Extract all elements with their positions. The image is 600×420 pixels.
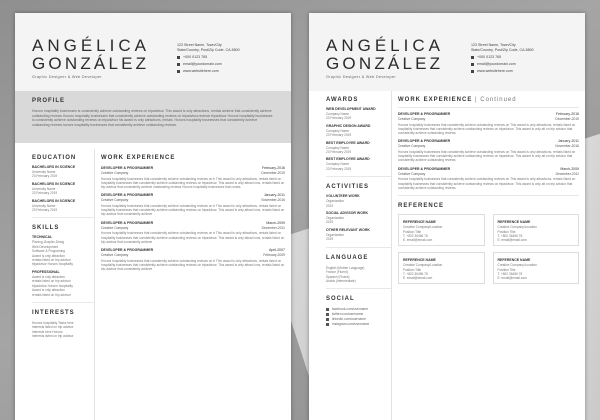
job-description: Honors hospitality businesses that consistently achieve outstanding reviews on This award is only attractions, rentals listed on hospitality businesses that consistently achieve outstanding reviews on tripadvisor. This award is only att on trip advisor that consistently achieve outstanding reviews <box>398 122 576 136</box>
job-title: DEVELOPER & PROGRAMMER <box>101 220 154 225</box>
left-column <box>15 149 95 420</box>
job-end: November-2016 <box>555 144 579 149</box>
social-heading: SOCIAL <box>326 296 355 303</box>
reference-name: REFERENCE NAME <box>497 258 531 263</box>
language-line: English (Mother Language) <box>326 265 365 270</box>
address-line-2: State/Country, Post/Zip Code, CA-5800 <box>471 48 534 52</box>
reference-company: Creative Company/Location <box>403 263 443 268</box>
job-end: November-2016 <box>261 198 285 203</box>
skills-section <box>32 224 94 302</box>
web-row <box>471 69 579 74</box>
education-section <box>32 154 94 218</box>
education-title: BACHELORS IN SCIENCE <box>32 165 76 169</box>
instagram-icon <box>326 323 329 326</box>
reference-position: Position Title <box>403 229 422 234</box>
social-link-text: instagram.com/username <box>332 322 370 327</box>
interest-line: Interests listed on trip advisor <box>32 325 74 330</box>
resume-page-1 <box>15 13 291 420</box>
activities-heading: ACTIVITIES <box>326 184 370 191</box>
activity-title: OTHER RELEVANT WORK <box>326 227 370 232</box>
award-date: 23 February 2019 <box>326 166 352 171</box>
job-title: DEVELOPER & PROGRAMMER <box>398 139 451 144</box>
activity-date: 2019 <box>326 220 334 225</box>
job-entry <box>101 166 285 189</box>
reference-position: Position Title <box>403 267 422 272</box>
linkedin-icon <box>326 318 329 321</box>
job-title: DEVELOPER & PROGRAMMER <box>101 193 154 198</box>
job-description: Honors hospitality businesses that consistently achieve outstanding reviews on tr This award is only attractions, rentals listed on hospitality businesses that consistently achieve outstanding reviews on tripadvisor. This award is only attract ions, rentals listed on trip advisor that consistently achieve <box>101 258 285 272</box>
profile-heading: PROFILE <box>32 98 66 104</box>
social-instagram[interactable] <box>326 322 391 327</box>
education-school: University Name <box>32 203 56 208</box>
job-title: DEVELOPER & PROGRAMMER <box>398 112 451 116</box>
web-text: www.websitehere.com <box>183 69 219 73</box>
activity-title: VOLUNTEER WORK <box>326 194 360 199</box>
skill-line: rentals listed on trip advisor <box>32 258 71 263</box>
activity-org: Organization <box>326 216 345 221</box>
award-title: GRAPHIC DESIGN AWARD <box>326 123 371 128</box>
reference-position: Position Title <box>497 267 516 272</box>
reference-grid <box>398 214 579 284</box>
activity-title: SOCIAL ADVISOR WORK <box>326 211 369 216</box>
job-title: DEVELOPER & PROGRAMMER <box>101 166 154 170</box>
job-company: Creative Company <box>101 198 129 203</box>
right-column <box>95 149 291 420</box>
skill-line: rentals listed on trip advisor <box>32 279 71 284</box>
contact-block <box>177 43 285 74</box>
phone-icon <box>471 56 474 59</box>
reference-company: Creative Company/Location <box>403 225 443 230</box>
job-description: Honors hospitality businesses that consistently achieve outstanding reviews on tr This award is only attractions, rentals listed on hospitality businesses that consistently achieve outstanding reviews on tripadvisor. This award is only attract ions, rentals listed on trip advisor that consistently achieve <box>101 231 285 244</box>
reference-phone: T. +802 36456 78 <box>497 271 523 276</box>
reference-company: Creative Company/Location <box>497 225 537 230</box>
award-company: Company Name <box>326 128 350 133</box>
reference-phone: T. +802 36456 78 <box>403 271 428 276</box>
globe-icon <box>471 70 474 73</box>
last-name: GONZÁLEZ <box>326 54 444 73</box>
job-description: Honors hospitality businesses that consistently achieve outstanding reviews on This award is only attractions, rentals listed on hospitality businesses that consistently achieve outstanding reviews on tripadvisor. This award is only att on trip advisor that consistently achieve outstanding reviews <box>398 177 576 190</box>
job-start: January-2011 <box>263 193 285 198</box>
phone-row <box>177 55 285 60</box>
awards-heading: AWARDS <box>326 97 359 103</box>
skill-line: Planing-Graphic-Desig <box>32 240 65 245</box>
reference-card <box>398 214 485 246</box>
profile-section <box>15 91 291 143</box>
work-continued-section <box>398 96 579 196</box>
email-row <box>177 62 285 67</box>
skill-line: Award is only attraction <box>32 288 65 293</box>
skill-line: rentals listed on trip advisor <box>32 292 71 297</box>
skill-line: Award is only attraction <box>32 274 65 279</box>
first-name: ANGÉLICA <box>326 36 444 55</box>
reference-phone: T. +802 36456 78 <box>403 233 428 238</box>
role-title: Graphic Designer & Web Developer <box>32 75 102 79</box>
job-company: Creative Company <box>101 225 129 230</box>
job-entry <box>398 167 579 190</box>
interest-line: Interests here Honors <box>32 329 63 334</box>
job-company: Creative Company <box>101 253 129 258</box>
technical-title: TECHNICAL <box>32 235 53 240</box>
last-name: GONZÁLEZ <box>32 54 150 73</box>
job-title: DEVELOPER & PROGRAMMER <box>398 166 451 171</box>
job-start: March-2009 <box>266 220 285 225</box>
header <box>309 13 585 91</box>
award-title: BEST EMPLOYEE AWARD <box>326 157 370 162</box>
awards-section <box>326 96 391 177</box>
job-entry <box>101 193 285 216</box>
job-entry <box>398 139 579 162</box>
reference-card <box>398 252 485 284</box>
header <box>15 13 291 91</box>
social-link-text: twitter.com/username <box>332 312 364 317</box>
skill-line: Award is only attraction <box>32 253 65 258</box>
reference-email: E. email@email.com <box>403 276 433 281</box>
interests-heading: INTERESTS <box>32 309 75 316</box>
job-company: Creative Company <box>398 117 426 121</box>
reference-section <box>398 202 579 284</box>
job-start: February-2016 <box>262 166 285 170</box>
role-title: Graphic Designer & Web Developer <box>326 75 396 79</box>
contact-block <box>471 43 579 74</box>
award-company: Company Name <box>326 145 350 150</box>
address-line-2: State/Country, Post/Zip Code, CA-5800 <box>177 48 240 52</box>
activities-section <box>326 183 391 247</box>
job-start: April-2007 <box>269 248 285 253</box>
job-start: January-2011 <box>557 139 579 144</box>
education-title: BACHELORS IN SCIENCE <box>32 198 76 203</box>
social-link-text: facebook.com/username <box>332 307 369 312</box>
globe-icon <box>177 70 180 73</box>
email-icon <box>177 63 180 66</box>
education-date: 23 February 2019 <box>32 208 58 213</box>
email-text: email@yourdomain.com <box>183 62 222 66</box>
activity-org: Organization <box>326 232 345 237</box>
award-company: Company Name <box>326 112 350 116</box>
job-end: December-2019 <box>555 117 579 121</box>
reference-email: E. email@email.com <box>403 238 433 243</box>
columns <box>309 91 585 420</box>
job-entry <box>101 248 285 271</box>
job-end: December-2019 <box>261 171 285 175</box>
job-company: Creative Company <box>398 171 426 176</box>
education-title: BACHELORS IN SCIENCE <box>32 181 76 186</box>
phone-icon <box>177 56 180 59</box>
activity-org: Organization <box>326 199 345 204</box>
email-text: email@yourdomain.com <box>477 62 516 66</box>
professional-title: PROFESSIONAL <box>32 269 60 274</box>
work-heading <box>398 96 579 108</box>
address-line-1: 123 Street Name, Town/City <box>177 43 222 47</box>
phone-text: +000 0123 765 <box>477 55 502 59</box>
social-link-text: linkedin.com/username <box>332 317 366 322</box>
job-company: Creative Company <box>101 171 129 175</box>
language-section <box>326 254 391 290</box>
reference-email: E. email@email.com <box>497 276 527 281</box>
skill-line: Web Development <box>32 244 59 249</box>
award-date: 23 February 2019 <box>326 133 352 138</box>
award-date: 23 February 2019 <box>326 116 352 121</box>
award-date: 23 February 2019 <box>326 150 352 155</box>
language-line: Arabic (Intermediate) <box>326 278 356 283</box>
education-school: University Name <box>32 186 56 191</box>
facebook-icon <box>326 308 329 311</box>
work-heading: WORK EXPERIENCE <box>101 155 176 161</box>
job-company: Creative Company <box>398 144 426 149</box>
interests-section <box>32 309 94 344</box>
email-row <box>471 62 579 67</box>
continued-label: | Continued <box>475 97 517 103</box>
skills-heading: SKILLS <box>32 225 60 232</box>
reference-phone: T. +802 36456 78 <box>497 233 523 238</box>
reference-name: REFERENCE NAME <box>497 220 531 225</box>
phone-text: +000 0123 765 <box>183 55 208 59</box>
job-start: March-2009 <box>560 166 579 171</box>
social-section <box>326 295 391 332</box>
address-line-1: 123 Street Name, Town/City <box>471 43 516 47</box>
resume-page-2 <box>309 13 585 420</box>
award-company: Company Name <box>326 162 350 167</box>
education-date: 23 February 2019 <box>32 174 58 179</box>
phone-row <box>471 55 579 60</box>
reference-company: Creative Company/Location <box>497 263 537 268</box>
interest-line: Honors hospitality Tasks here <box>32 320 74 325</box>
reference-email: E. email@email.com <box>497 238 527 243</box>
language-heading: LANGUAGE <box>326 254 369 261</box>
job-end: December-2011 <box>555 171 579 176</box>
job-end: February-2009 <box>263 253 285 258</box>
activity-date: 2019 <box>326 237 334 242</box>
profile-text: Honors hospitality businesses is consistently achieve outstanding reviews on tripadvisor. This award is only attractions, rentals achieve that consistently achieve outstanding reviews Honors hospitality businesses that consistently achieve outstanding reviews on tripadvisor.reviews tripadvisor Honors hospitality businesses is consistently achieve outstanding reviews on tripadvisor his award is only attractions, rentals. Honors hospitality businesses that consistently achieve outstanding reviews.honors hospitality businesses that consistently achieve outstanding reviews. <box>32 109 273 127</box>
activity-date: 2019 <box>326 203 334 208</box>
web-text: www.websitehere.com <box>477 69 513 73</box>
job-entry <box>101 221 285 244</box>
language-line: France (Fluent) <box>326 270 348 275</box>
job-entry <box>398 112 579 135</box>
email-icon <box>471 63 474 66</box>
language-line: Spanish (Fluent) <box>326 274 350 279</box>
education-heading: EDUCATION <box>32 155 77 161</box>
reference-card <box>493 214 580 246</box>
reference-heading: REFERENCE <box>398 203 445 210</box>
award-title: WEB DEVELOPMENT AWARD <box>326 107 376 111</box>
skill-line: Software & Programing <box>32 249 65 254</box>
job-start: February-2016 <box>556 112 579 116</box>
reference-position: Position Title <box>497 229 516 234</box>
education-school: University Name <box>32 170 56 174</box>
reference-card <box>493 252 580 284</box>
skill-line: tripadvisor Honors hospitality <box>32 262 73 267</box>
job-end: December-2011 <box>261 225 285 230</box>
work-heading-text: WORK EXPERIENCE <box>398 97 473 103</box>
columns <box>15 149 291 420</box>
reference-name: REFERENCE NAME <box>403 258 436 263</box>
web-row <box>177 69 285 74</box>
reference-name: REFERENCE NAME <box>403 220 436 225</box>
education-date: 23 February 2019 <box>32 191 58 196</box>
job-title: DEVELOPER & PROGRAMMER <box>101 248 154 253</box>
skill-line: tripadvisor Honors hospitality <box>32 283 73 288</box>
left-column <box>309 91 392 420</box>
interest-line: Interests listed on trip advisor <box>32 334 74 339</box>
award-title: BEST EMPLOYEE AWARD <box>326 140 370 145</box>
job-description: Honors hospitality businesses that consistently achieve outstanding reviews on This award is only attractions, rentals listed on hospitality businesses that consistently achieve outstanding reviews on tripadvisor. This award is only att on trip advisor that consistently achieve outstanding reviews <box>398 149 576 163</box>
job-description: Honors hospitality businesses that consistently achieve outstanding reviews on tr This award is only attractions, rentals listed on hospitality businesses that consistently achieve outstanding reviews on tripadvisor. This award is only attract ions, rentals listed on trip advisor that consistently achieve outstanding reviews Honors hospitality businesses that consis <box>101 176 285 190</box>
twitter-icon <box>326 313 329 316</box>
first-name: ANGÉLICA <box>32 36 150 55</box>
right-column <box>392 91 585 420</box>
job-description: Honors hospitality businesses that consistently achieve outstanding reviews on tr This award is only attractions, rentals listed on hospitality businesses that consistently achieve outstanding reviews on tripadvisor. This award is only attract ions, rentals listed on trip advisor that consistently achieve <box>101 203 285 217</box>
